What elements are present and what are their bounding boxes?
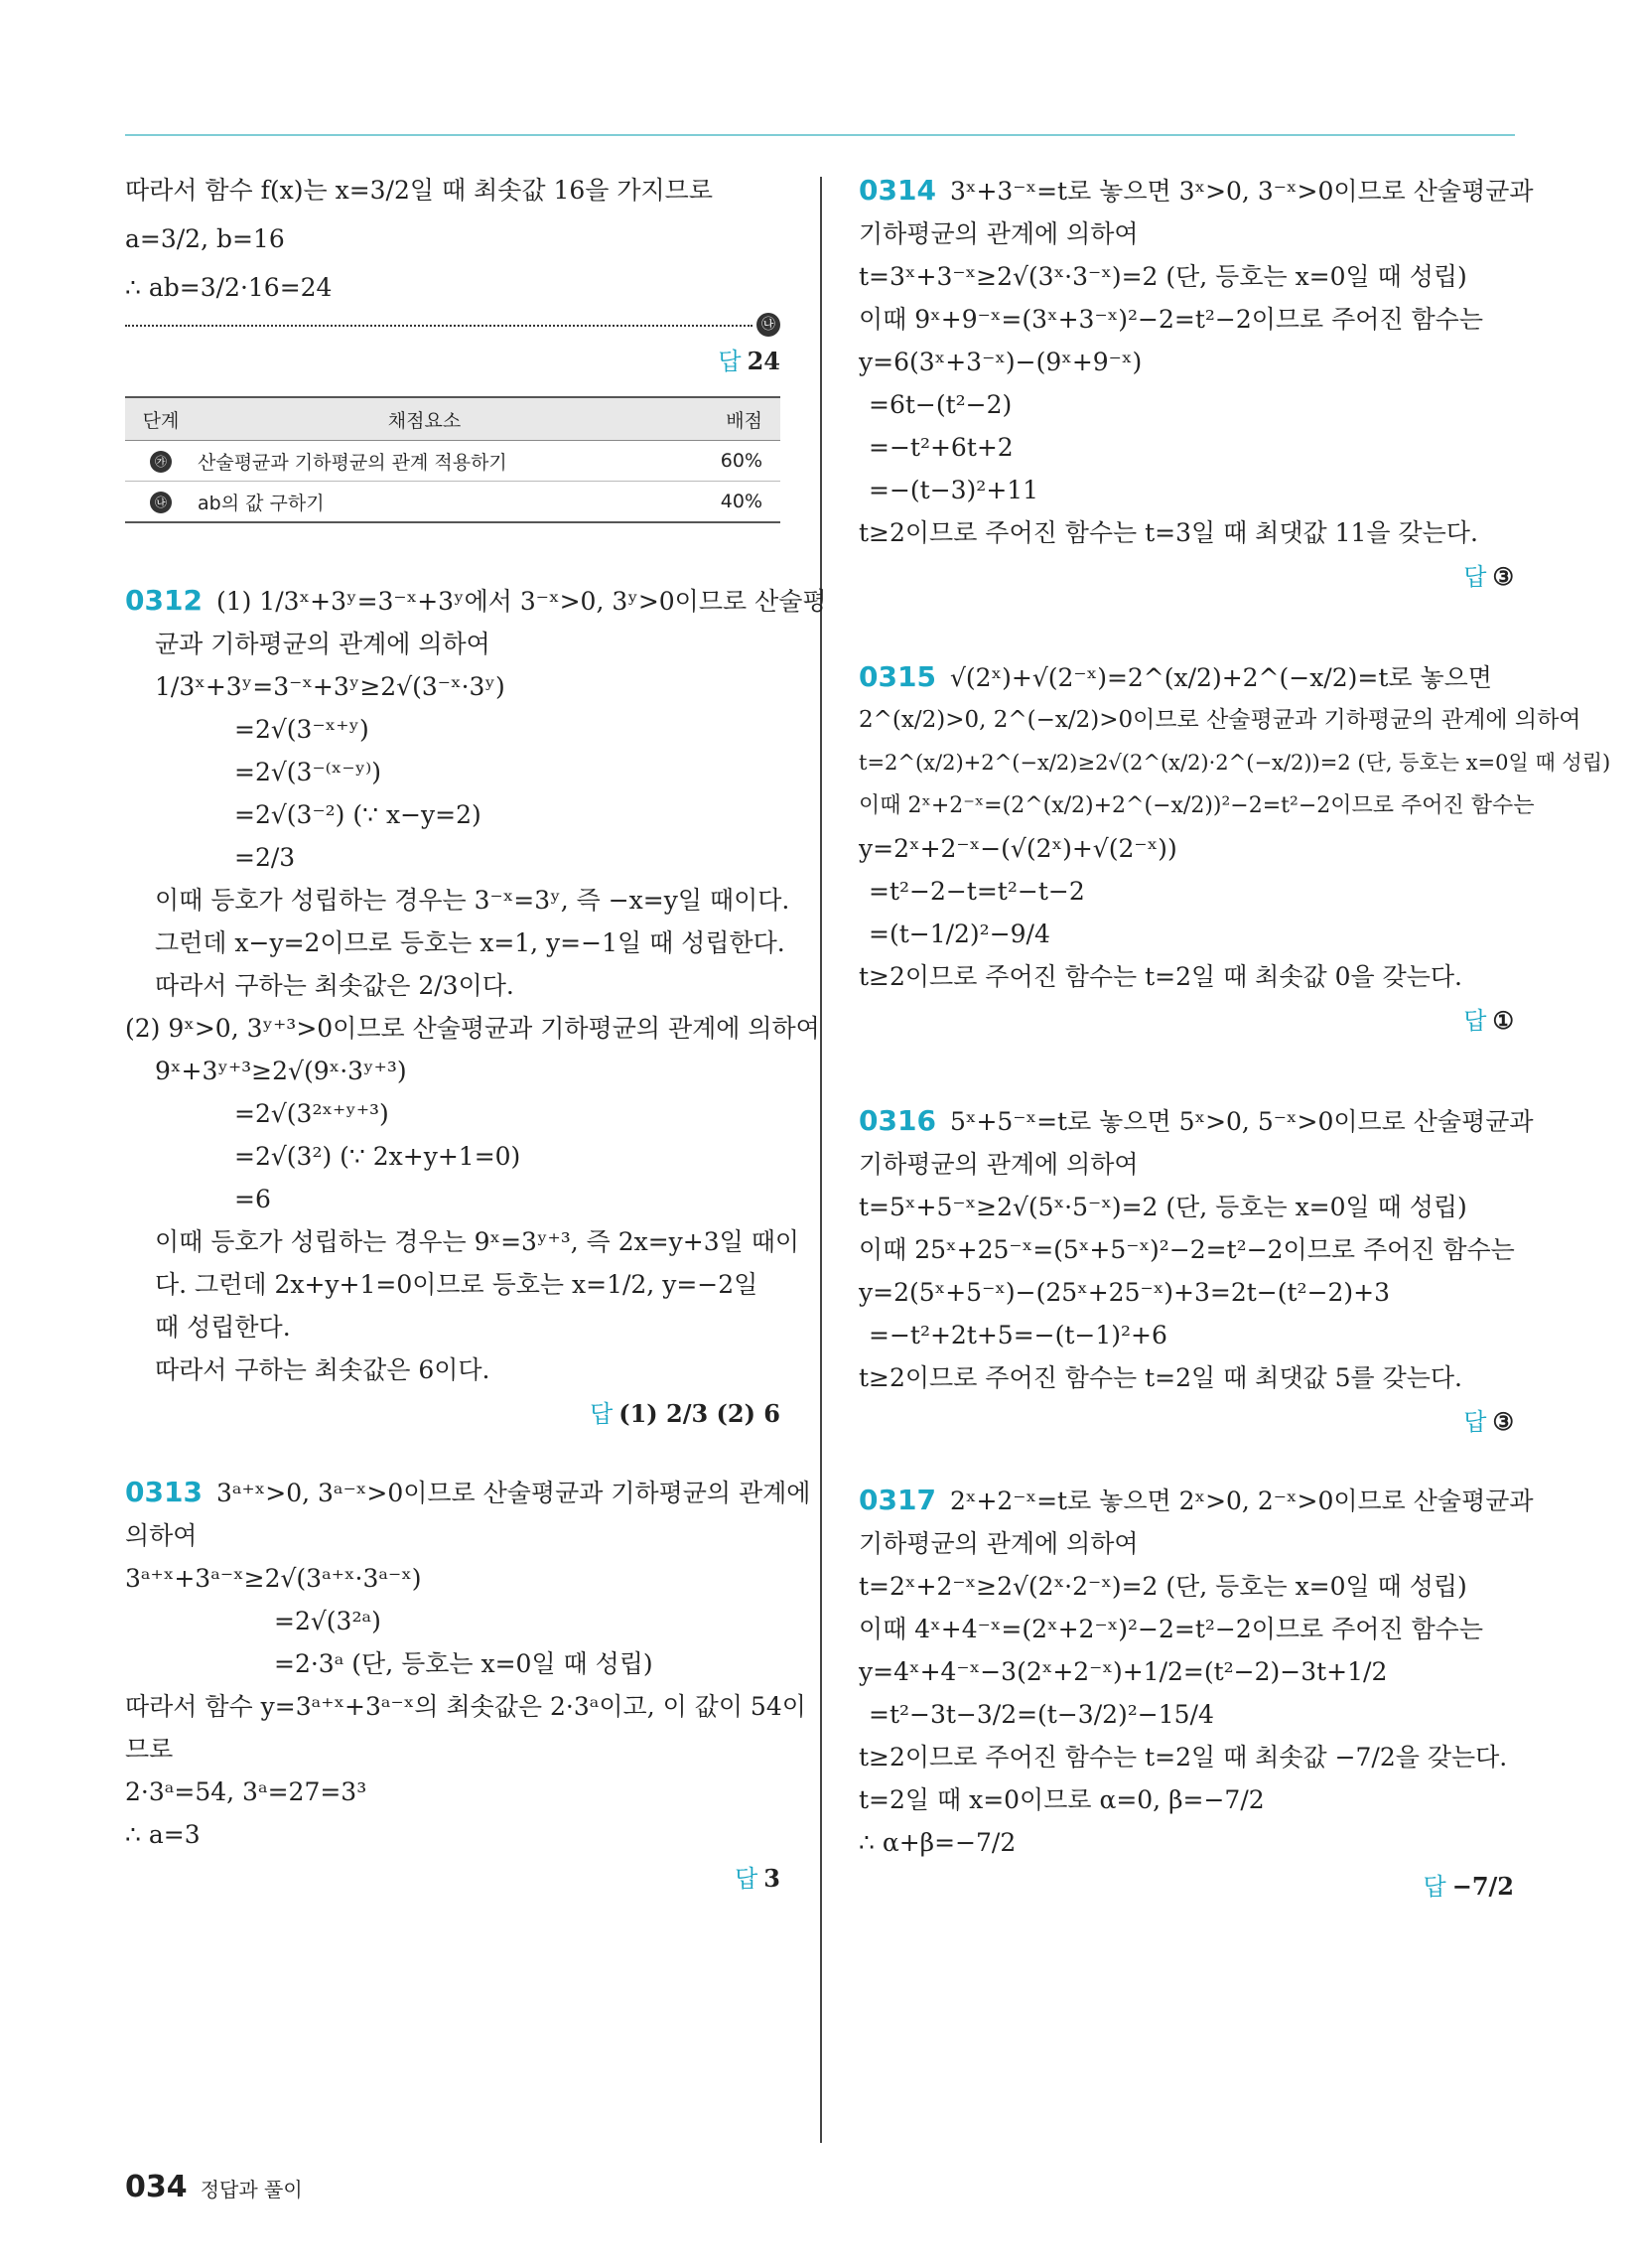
problem-0315: 0315 √(2ˣ)+√(2⁻ˣ)=2^(x/2)+2^(−x/2)=t로 놓으면 2^(x/2)>0, 2^(−x/2)>0이므로 산술평균과 기하평균의 관계에 의하여 t=2^(x/2)+2^(−x/2)≥2√(2^(x/2)·2^(−x/2))=2 (단, 등호는 x=0일 때 성립) 이때 2ˣ+2⁻ˣ=(2^(x/2)+2^(−x/2))²−2=t²−2이므로 주어진 함수는 y=2ˣ+2⁻ˣ−(√(2ˣ)+√(2⁻ˣ)) =t²−2−t=t²−t−2 =(t−1/2)²−9/4 t≥2이므로 주어진 함수는 t=2일 때 최솟값 0을 갖는다. 답 ① [859, 655, 1514, 1044]
page-number: 034 [125, 2170, 188, 2204]
page-footer [125, 2170, 303, 2204]
problem-0312: 0312 (1) 1/3ˣ+3ʸ=3⁻ˣ+3ʸ에서 3⁻ˣ>0, 3ʸ>0이므로 산술평 균과 기하평균의 관계에 의하여 1/3ˣ+3ʸ=3⁻ˣ+3ʸ≥2√(3⁻ˣ·3ʸ) =2√(3⁻ˣ⁺ʸ) =2√(3⁻⁽ˣ⁻ʸ⁾) =2√(3⁻²) (∵ x−y=2) =2/3 이때 등호가 성립하는 경우는 3⁻ˣ=3ʸ, 즉 −x=y일 때이다. 그런데 x−y=2이므로 등호는 x=1, y=−1일 때 성립한다. 따라서 구하는 최솟값은 2/3이다. (2) 9ˣ>0, 3ʸ⁺³>0이므로 산술평균과 기하평균의 관계에 의하여 9ˣ+3ʸ⁺³≥2√(9ˣ·3ʸ⁺³) =2√(3²ˣ⁺ʸ⁺³) =2√(3²) (∵ 2x+y+1=0) =6 이때 등호가 성립하는 경우는 9ˣ=3ʸ⁺³, 즉 2x=y+3일 때이 다. 그런데 2x+y+1=0이므로 등호는 x=1/2, y=−2일 때 성립한다. 따라서 구하는 최솟값은 6이다. 답 (1) 2/3 (2) 6 [125, 579, 780, 1437]
answer-0313: 답 3 [735, 1864, 780, 1893]
step-mark-icon: ㉯ [756, 313, 780, 337]
column-divider [820, 177, 822, 2143]
problem-0316: 0316 5ˣ+5⁻ˣ=t로 놓으면 5ˣ>0, 5⁻ˣ>0이므로 산술평균과 기하평균의 관계에 의하여 t=5ˣ+5⁻ˣ≥2√(5ˣ·5⁻ˣ)=2 (단, 등호는 x=0일 때 성립) 이때 25ˣ+25⁻ˣ=(5ˣ+5⁻ˣ)²−2=t²−2이므로 주어진 함수는 y=2(5ˣ+5⁻ˣ)−(25ˣ+25⁻ˣ)+3=2t−(t²−2)+3 =−t²+2t+5=−(t−1)²+6 t≥2이므로 주어진 함수는 t=2일 때 최댓값 5를 갖는다. 답 ③ [859, 1099, 1514, 1445]
table-row: ㉯ ab의 값 구하기 40% [125, 482, 780, 523]
footer-title: 정답과 풀이 [200, 2178, 303, 2201]
problem-number: 0313 [125, 1476, 203, 1508]
step-badge-icon: ㉯ [150, 492, 172, 513]
answer-24: 답 24 [718, 347, 780, 375]
problem-0313: 0313 3ᵃ⁺ˣ>0, 3ᵃ⁻ˣ>0이므로 산술평균과 기하평균의 관계에 의하여 3ᵃ⁺ˣ+3ᵃ⁻ˣ≥2√(3ᵃ⁺ˣ·3ᵃ⁻ˣ) =2√(3²ᵃ) =2·3ᵃ (단, 등호는 x=0일 때 성립) 따라서 함수 y=3ᵃ⁺ˣ+3ᵃ⁻ˣ의 최솟값은 2·3ᵃ이고, 이 값이 54이 므로 2·3ᵃ=54, 3ᵃ=27=3³ ∴ a=3 답 3 [125, 1471, 780, 1902]
intro-line-2: a=3/2, b=16 [125, 224, 285, 253]
answer-0314: 답 ③ [1463, 562, 1514, 591]
problem-0314: 0314 3ˣ+3⁻ˣ=t로 놓으면 3ˣ>0, 3⁻ˣ>0이므로 산술평균과 기하평균의 관계에 의하여 t=3ˣ+3⁻ˣ≥2√(3ˣ·3⁻ˣ)=2 (단, 등호는 x=0일 때 성립) 이때 9ˣ+9⁻ˣ=(3ˣ+3⁻ˣ)²−2=t²−2이므로 주어진 함수는 y=6(3ˣ+3⁻ˣ)−(9ˣ+9⁻ˣ) =6t−(t²−2) =−t²+6t+2 =−(t−3)²+11 t≥2이므로 주어진 함수는 t=3일 때 최댓값 11을 갖는다. 답 ③ [859, 169, 1514, 600]
answer-0315: 답 ① [1463, 1006, 1514, 1035]
intro-line-3: ∴ ab=3/2·16=24 [125, 273, 333, 302]
problem-0317: 0317 2ˣ+2⁻ˣ=t로 놓으면 2ˣ>0, 2⁻ˣ>0이므로 산술평균과 기하평균의 관계에 의하여 t=2ˣ+2⁻ˣ≥2√(2ˣ·2⁻ˣ)=2 (단, 등호는 x=0일 때 성립) 이때 4ˣ+4⁻ˣ=(2ˣ+2⁻ˣ)²−2=t²−2이므로 주어진 함수는 y=4ˣ+4⁻ˣ−3(2ˣ+2⁻ˣ)+1/2=(t²−2)−3t+1/2 =t²−3t−3/2=(t−3/2)²−15/4 t≥2이므로 주어진 함수는 t=2일 때 최솟값 −7/2을 갖는다. t=2일 때 x=0이므로 α=0, β=−7/2 ∴ α+β=−7/2 답 −7/2 [859, 1479, 1514, 1910]
problem-number: 0312 [125, 584, 203, 617]
step-badge-icon: ㉮ [150, 451, 172, 473]
intro-line-1: 따라서 함수 f(x)는 x=3/2일 때 최솟값 16을 가지므로 [125, 176, 713, 205]
scoring-table [125, 396, 780, 523]
table-row: ㉮ 산술평균과 기하평균의 관계 적용하기 60% [125, 441, 780, 482]
table-header-row: 단계 채점요소 배점 [125, 397, 780, 441]
header-rule [125, 134, 1515, 136]
answer-0316: 답 ③ [1463, 1407, 1514, 1436]
step-separator [125, 313, 780, 339]
problem-number: 0316 [859, 1104, 936, 1137]
problem-number: 0314 [859, 174, 936, 207]
answer-0312: 답 (1) 2/3 (2) 6 [590, 1399, 780, 1428]
right-column [859, 169, 1611, 1910]
answer-0317: 답 −7/2 [1423, 1872, 1514, 1901]
problem-number: 0315 [859, 660, 936, 693]
left-column [125, 169, 827, 1902]
problem-number: 0317 [859, 1484, 936, 1516]
